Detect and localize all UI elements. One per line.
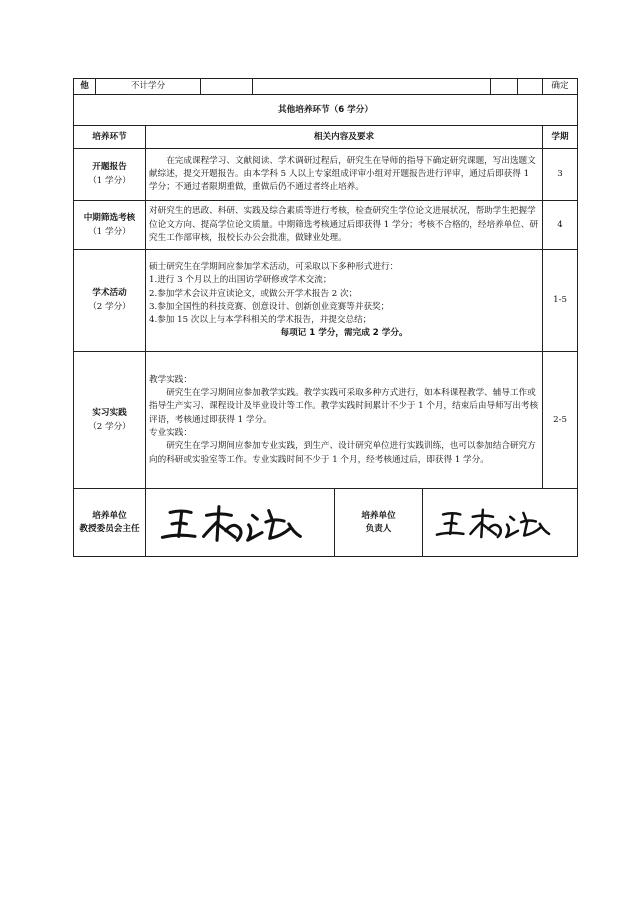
content-text: 在完成课程学习、文献阅读、学术调研过程后，研究生在导师的指导下确定研究课题，写出选题文献综述，提交开题报告。由本学科 5 人以上专家组成评审小组对开题报告进行评审，通过后即获得 1 学分；不通过者限期重做，重做后仍不通过者终止培养。 [149, 155, 536, 193]
content-cell [146, 201, 543, 250]
training-table [73, 78, 578, 557]
top-row-credit: 不计学分 [96, 79, 201, 95]
stage-cell [74, 250, 146, 352]
top-row [74, 79, 578, 95]
right-label-line-2: 负责人 [365, 523, 392, 534]
handwritten-signature-left [149, 495, 331, 551]
top-row-empty-3 [491, 79, 518, 95]
top-row-confirm: 确定 [543, 79, 578, 95]
right-signature-label [335, 489, 423, 557]
semester-cell: 4 [543, 201, 578, 250]
stage-credit: （1 学分） [88, 176, 131, 187]
stage-cell [74, 201, 146, 250]
content-text: 3.参加全国性的科技竞赛、创意设计、创新创业竞赛等并获奖； [149, 301, 390, 312]
header-row [74, 126, 578, 149]
stage-name: 学术活动 [92, 288, 127, 298]
content-text: 4.参加 15 次以上与本学科相关的学术报告，并提交总结； [149, 315, 372, 326]
stage-credit: （1 学分） [88, 226, 131, 237]
signature-row [74, 489, 578, 557]
professional-text: 研究生在学习期间应参加专业实践，到生产、设计研究单位进行实践训练，也可以参加结合研究方向的科研或实验室等工作。专业实践时间不少于 1 个月，经考核通过后，即获得 1 学分。 [149, 441, 536, 465]
right-label-line-1: 培养单位 [361, 510, 396, 521]
professional-title: 专业实践： [149, 427, 192, 438]
top-row-label: 他 [74, 79, 96, 95]
content-cell [146, 149, 543, 201]
content-note: 每项记 1 学分，需完成 2 学分。 [280, 328, 408, 339]
content-cell [146, 250, 543, 352]
section-title: 其他培养环节（6 学分） [74, 95, 578, 126]
table-row [74, 250, 578, 352]
teaching-title: 教学实践： [149, 374, 192, 385]
left-signature-label [74, 489, 146, 557]
table-row [74, 149, 578, 201]
stage-name: 实习实践 [92, 407, 127, 418]
top-row-empty-1 [201, 79, 253, 95]
top-row-empty-4 [518, 79, 543, 95]
header-semester: 学期 [543, 126, 578, 149]
header-content: 相关内容及要求 [146, 126, 543, 149]
left-signature-cell [146, 489, 335, 557]
content-text: 硕士研究生在学期间应参加学术活动，可采取以下多种形式进行： [149, 261, 399, 272]
table-row [74, 201, 578, 250]
content-text: 2.参加学术会议并宣读论文，或做公开学术报告 2 次； [149, 288, 358, 299]
stage-credit: （2 学分） [88, 421, 131, 432]
left-label-line-1: 培养单位 [92, 510, 127, 521]
table-row [74, 352, 578, 489]
stage-name: 开题报告 [92, 162, 127, 172]
semester-cell: 2-5 [543, 352, 578, 489]
top-row-empty-2 [253, 79, 491, 95]
semester-cell: 1-5 [543, 250, 578, 352]
stage-cell [74, 352, 146, 489]
handwritten-signature-right [426, 495, 574, 551]
left-label-line-2: 教授委员会主任 [79, 523, 140, 534]
stage-credit: （2 学分） [88, 302, 131, 313]
stage-name: 中期筛选考核 [83, 212, 136, 223]
content-text: 对研究生的思政、科研、实践及综合素质等进行考核，检查研究生学位论文进展状况，帮助学生把握学位论文方向、提高学位论文质量。中期筛选考核通过后即获得 1 学分；考核不合格的，经培养单位、研究生工作部审核，报校长办公会批准，做肄业处理。 [149, 206, 539, 243]
teaching-text: 研究生在学习期间应参加教学实践。教学实践可采取多种方式进行，如本科课程教学、辅导工作或指导生产实习、课程设计及毕业设计等工作。教学实践时间累计不少于 1 个月，结束后由导师写出考核评语，考核通过即获得 1 学分。 [149, 388, 539, 425]
stage-cell [74, 149, 146, 201]
semester-cell: 3 [543, 149, 578, 201]
content-text: 1.进行 3 个月以上的出国访学研修或学术交流； [149, 275, 332, 286]
header-stage: 培养环节 [74, 126, 146, 149]
right-signature-cell [423, 489, 578, 557]
content-cell [146, 352, 543, 489]
